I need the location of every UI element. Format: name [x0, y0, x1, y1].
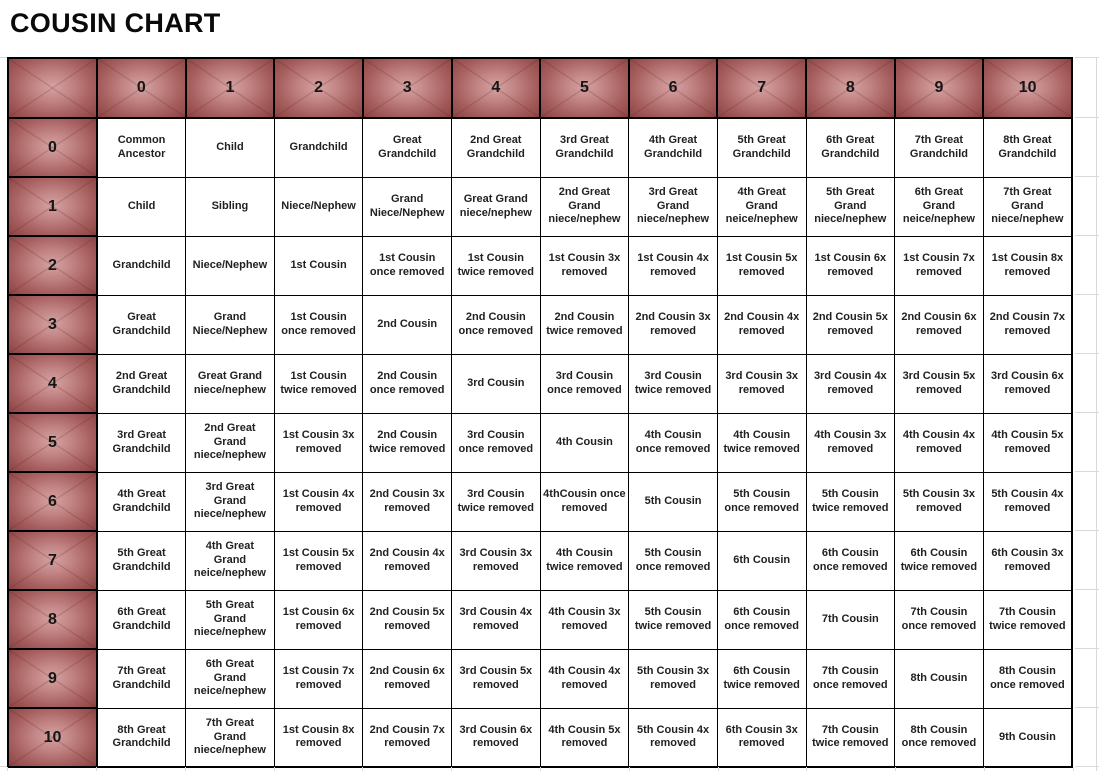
data-cell: 4th Cousin twice removed — [540, 531, 629, 590]
data-cell: 7th Cousin twice removed — [806, 708, 895, 767]
data-cell: 3rd Great Grandchild — [540, 118, 629, 177]
data-cell: 4th Cousin 3x removed — [540, 590, 629, 649]
data-cell: 4th Cousin 5x removed — [540, 708, 629, 767]
data-cell: 2nd Cousin 7x removed — [363, 708, 452, 767]
data-cell: 4th Cousin 4x removed — [895, 413, 984, 472]
data-cell: 1st Cousin 8x removed — [274, 708, 363, 767]
table-row — [8, 354, 1072, 413]
data-cell: 1st Cousin once removed — [363, 236, 452, 295]
data-cell: 7th Great Grand niece/nephew — [186, 708, 275, 767]
data-cell: 1st Cousin 8x removed — [983, 236, 1072, 295]
data-cell: 2nd Great Grandchild — [452, 118, 541, 177]
data-cell: 1st Cousin 7x removed — [274, 649, 363, 708]
data-cell: Common Ancestor — [97, 118, 186, 177]
data-cell: 5th Cousin 4x removed — [629, 708, 718, 767]
data-cell: 2nd Cousin 7x removed — [983, 295, 1072, 354]
data-cell: 1st Cousin 4x removed — [629, 236, 718, 295]
data-cell: 5th Cousin — [629, 472, 718, 531]
col-header-cell: 3 — [363, 58, 452, 118]
data-cell: 8th Cousin — [895, 649, 984, 708]
data-cell: 3rd Cousin twice removed — [452, 472, 541, 531]
data-cell: 1st Cousin once removed — [274, 295, 363, 354]
data-cell: 1st Cousin 3x removed — [540, 236, 629, 295]
data-cell: Grand Niece/Nephew — [363, 177, 452, 236]
page-title: COUSIN CHART — [10, 8, 221, 38]
data-cell: 2nd Cousin 4x removed — [717, 295, 806, 354]
col-header-cell: 4 — [452, 58, 541, 118]
col-gridline — [629, 767, 630, 771]
data-cell: Child — [97, 177, 186, 236]
data-cell: 2nd Cousin 5x removed — [806, 295, 895, 354]
data-cell: 5th Cousin twice removed — [806, 472, 895, 531]
col-header-cell: 10 — [983, 58, 1072, 118]
col-header-cell: 0 — [97, 58, 186, 118]
data-cell: Grandchild — [274, 118, 363, 177]
data-cell: Great Grand niece/nephew — [186, 354, 275, 413]
data-cell: 3rd Cousin 6x removed — [983, 354, 1072, 413]
table-row — [8, 118, 1072, 177]
data-cell: 4th Cousin — [540, 413, 629, 472]
data-cell: 3rd Cousin 4x removed — [806, 354, 895, 413]
data-cell: 4th Cousin once removed — [629, 413, 718, 472]
row-header-cell: 9 — [8, 649, 97, 708]
cousin-table — [7, 57, 1073, 768]
data-cell: 6th Great Grandchild — [97, 590, 186, 649]
col-header-cell: 2 — [274, 58, 363, 118]
col-gridline — [7, 767, 8, 771]
col-header-cell: 1 — [186, 58, 275, 118]
col-gridline — [451, 767, 452, 771]
data-cell: 3rd Cousin 3x removed — [717, 354, 806, 413]
row-header-cell: 7 — [8, 531, 97, 590]
data-cell: Grand Niece/Nephew — [186, 295, 275, 354]
data-cell: 2nd Cousin 4x removed — [363, 531, 452, 590]
data-cell: 6th Cousin once removed — [806, 531, 895, 590]
data-cell: 4th Great Grand neice/nephew — [717, 177, 806, 236]
data-cell: 2nd Cousin 5x removed — [363, 590, 452, 649]
data-cell: 1st Cousin 4x removed — [274, 472, 363, 531]
data-cell: 8th Cousin once removed — [895, 708, 984, 767]
data-cell: 1st Cousin 7x removed — [895, 236, 984, 295]
data-cell: 2nd Great Grand niece/nephew — [186, 413, 275, 472]
data-cell: 6th Great Grand neice/nephew — [895, 177, 984, 236]
data-cell: 4th Great Grandchild — [629, 118, 718, 177]
col-gridline — [984, 767, 985, 771]
row-header-cell: 2 — [8, 236, 97, 295]
data-cell: 1st Cousin 5x removed — [274, 531, 363, 590]
table-row — [8, 649, 1072, 708]
col-header-cell: 6 — [629, 58, 718, 118]
data-cell: 7th Great Grandchild — [97, 649, 186, 708]
col-header-cell: 8 — [806, 58, 895, 118]
data-cell: 6th Great Grand neice/nephew — [186, 649, 275, 708]
col-header-cell: 9 — [895, 58, 984, 118]
data-cell: 2nd Cousin 6x removed — [363, 649, 452, 708]
col-gridline — [718, 767, 719, 771]
data-cell: 6th Cousin 3x removed — [983, 531, 1072, 590]
data-cell: 1st Cousin 3x removed — [274, 413, 363, 472]
data-cell: 4th Cousin 3x removed — [806, 413, 895, 472]
data-cell: 6th Cousin 3x removed — [717, 708, 806, 767]
data-cell: 2nd Cousin — [363, 295, 452, 354]
col-gridline — [362, 767, 363, 771]
data-cell: 6th Cousin once removed — [717, 590, 806, 649]
data-cell: 3rd Cousin 6x removed — [452, 708, 541, 767]
table-row — [8, 472, 1072, 531]
data-cell: 4th Cousin 4x removed — [540, 649, 629, 708]
data-cell: 7th Great Grandchild — [895, 118, 984, 177]
data-cell: 4thCousin once removed — [540, 472, 629, 531]
data-cell: 3rd Cousin 3x removed — [452, 531, 541, 590]
data-cell: Great Grandchild — [97, 295, 186, 354]
row-header-cell: 0 — [8, 118, 97, 177]
table-row — [8, 708, 1072, 767]
row-header-cell: 1 — [8, 177, 97, 236]
data-cell: 5th Great Grandchild — [717, 118, 806, 177]
data-cell: 2nd Great Grandchild — [97, 354, 186, 413]
table-row — [8, 177, 1072, 236]
data-cell: 2nd Cousin twice removed — [363, 413, 452, 472]
data-cell: 9th Cousin — [983, 708, 1072, 767]
table-row — [8, 413, 1072, 472]
data-cell: 7th Cousin once removed — [806, 649, 895, 708]
data-cell: 2nd Cousin once removed — [363, 354, 452, 413]
data-cell: 2nd Cousin twice removed — [540, 295, 629, 354]
data-cell: 7th Cousin once removed — [895, 590, 984, 649]
data-cell: 2nd Cousin 6x removed — [895, 295, 984, 354]
data-cell: 1st Cousin — [274, 236, 363, 295]
data-cell: 7th Great Grand niece/nephew — [983, 177, 1072, 236]
data-cell: Child — [186, 118, 275, 177]
table-body — [8, 118, 1072, 767]
data-cell: 5th Great Grandchild — [97, 531, 186, 590]
data-cell: 6th Cousin — [717, 531, 806, 590]
data-cell: 5th Cousin once removed — [717, 472, 806, 531]
table-row — [8, 590, 1072, 649]
data-cell: 7th Cousin — [806, 590, 895, 649]
data-cell: 1st Cousin 6x removed — [274, 590, 363, 649]
data-cell: 3rd Cousin once removed — [540, 354, 629, 413]
row-header-cell: 5 — [8, 413, 97, 472]
data-cell: 3rd Cousin 5x removed — [895, 354, 984, 413]
col-header-cell: 5 — [540, 58, 629, 118]
row-header-cell: 10 — [8, 708, 97, 767]
data-cell: 3rd Cousin twice removed — [629, 354, 718, 413]
col-gridline — [806, 767, 807, 771]
row-gridline — [0, 57, 7, 58]
data-cell: 5th Cousin 4x removed — [983, 472, 1072, 531]
row-header-cell: 3 — [8, 295, 97, 354]
data-cell: 2nd Cousin 3x removed — [629, 295, 718, 354]
data-cell: 1st Cousin 6x removed — [806, 236, 895, 295]
data-cell: 4th Great Grandchild — [97, 472, 186, 531]
data-cell: 3rd Great Grandchild — [97, 413, 186, 472]
row-header-cell: 8 — [8, 590, 97, 649]
data-cell: 5th Cousin 3x removed — [629, 649, 718, 708]
col-header-cell: 7 — [717, 58, 806, 118]
data-cell: 2nd Great Grand niece/nephew — [540, 177, 629, 236]
row-gridline — [0, 766, 7, 767]
data-cell: 5th Cousin once removed — [629, 531, 718, 590]
col-gridline — [274, 767, 275, 771]
data-cell: 5th Cousin twice removed — [629, 590, 718, 649]
data-cell: Grandchild — [97, 236, 186, 295]
data-cell: 6th Cousin twice removed — [717, 649, 806, 708]
col-gridline — [96, 767, 97, 771]
data-cell: 8th Great Grandchild — [97, 708, 186, 767]
data-cell: 3rd Cousin — [452, 354, 541, 413]
col-gridline — [1073, 767, 1074, 771]
data-cell: 6th Cousin twice removed — [895, 531, 984, 590]
data-cell: Niece/Nephew — [274, 177, 363, 236]
table-header-row — [8, 58, 1072, 118]
col-gridline — [1096, 57, 1097, 771]
data-cell: 8th Great Grandchild — [983, 118, 1072, 177]
data-cell: 4th Cousin 5x removed — [983, 413, 1072, 472]
col-gridline — [540, 767, 541, 771]
data-cell: 2nd Cousin once removed — [452, 295, 541, 354]
data-cell: 2nd Cousin 3x removed — [363, 472, 452, 531]
table-row — [8, 236, 1072, 295]
data-cell: Niece/Nephew — [186, 236, 275, 295]
data-cell: 5th Great Grand niece/nephew — [806, 177, 895, 236]
corner-cell — [8, 58, 97, 118]
table-row — [8, 531, 1072, 590]
row-header-cell: 6 — [8, 472, 97, 531]
data-cell: 5th Cousin 3x removed — [895, 472, 984, 531]
data-cell: Sibling — [186, 177, 275, 236]
data-cell: 6th Great Grandchild — [806, 118, 895, 177]
data-cell: 3rd Cousin 4x removed — [452, 590, 541, 649]
data-cell: 3rd Great Grand niece/nephew — [186, 472, 275, 531]
data-cell: Great Grand niece/nephew — [452, 177, 541, 236]
col-gridline — [185, 767, 186, 771]
data-cell: 1st Cousin twice removed — [452, 236, 541, 295]
data-cell: 3rd Cousin 5x removed — [452, 649, 541, 708]
data-cell: 3rd Great Grand niece/nephew — [629, 177, 718, 236]
data-cell: 3rd Cousin once removed — [452, 413, 541, 472]
data-cell: 8th Cousin once removed — [983, 649, 1072, 708]
data-cell: Great Grandchild — [363, 118, 452, 177]
data-cell: 4th Great Grand neice/nephew — [186, 531, 275, 590]
table-row — [8, 295, 1072, 354]
data-cell: 1st Cousin 5x removed — [717, 236, 806, 295]
data-cell: 1st Cousin twice removed — [274, 354, 363, 413]
data-cell: 5th Great Grand niece/nephew — [186, 590, 275, 649]
col-gridline — [895, 767, 896, 771]
row-header-cell: 4 — [8, 354, 97, 413]
data-cell: 7th Cousin twice removed — [983, 590, 1072, 649]
data-cell: 4th Cousin twice removed — [717, 413, 806, 472]
